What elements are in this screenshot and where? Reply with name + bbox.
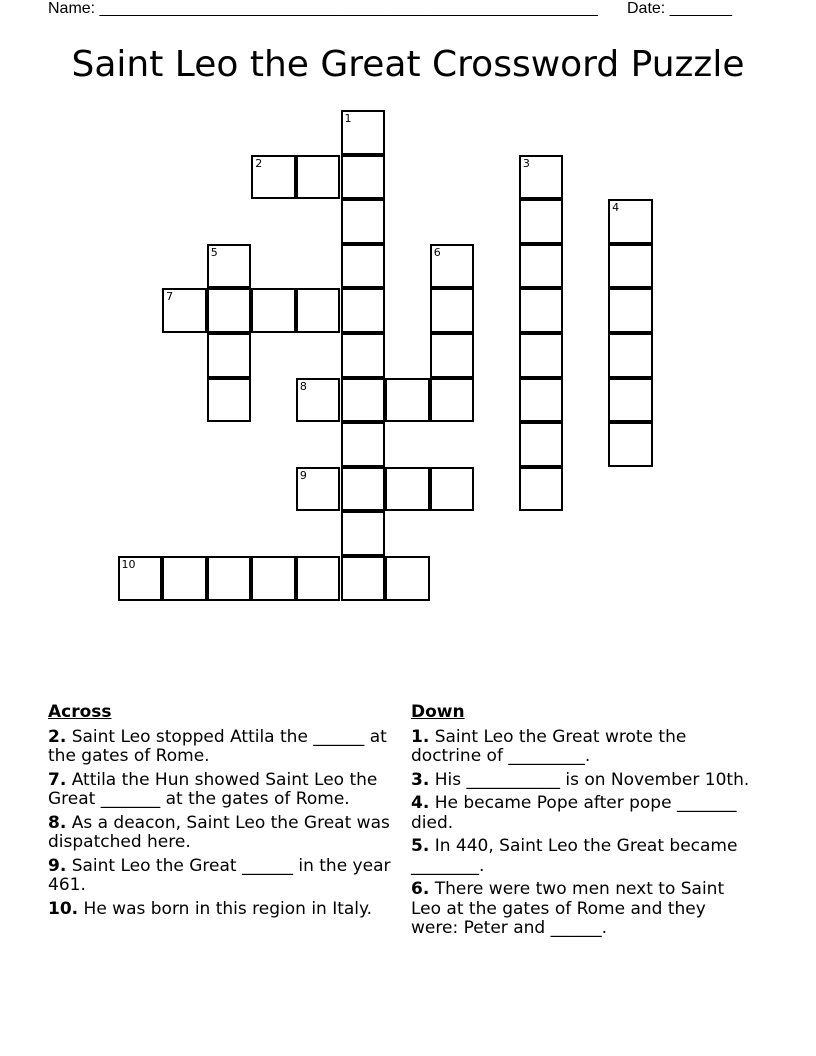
down-heading: Down — [411, 702, 465, 722]
grid-cell[interactable] — [341, 155, 386, 200]
down-clue-1 — [411, 728, 756, 767]
grid-cell[interactable] — [296, 288, 341, 333]
clue-text: He became Pope after pope _______ died. — [411, 793, 737, 833]
grid-cell[interactable] — [385, 556, 430, 601]
date-field-line: Date: _______ — [627, 0, 732, 17]
grid-cell[interactable] — [207, 244, 252, 289]
grid-cell[interactable] — [519, 155, 564, 200]
cell-number: 10 — [121, 558, 136, 571]
cell-number: 8 — [299, 379, 307, 393]
across-clue-10 — [48, 900, 393, 920]
grid-cell[interactable] — [251, 556, 296, 601]
grid-cell[interactable] — [519, 244, 564, 289]
clue-number: 2. — [48, 726, 67, 747]
clue-text: Saint Leo the Great wrote the doctrine of _________. — [411, 726, 687, 766]
down-clue-6 — [411, 880, 756, 939]
across-clue-2 — [48, 728, 393, 767]
clue-number: 8. — [48, 812, 67, 833]
down-clues — [411, 703, 756, 943]
grid-cell[interactable] — [608, 378, 653, 423]
grid-cell[interactable] — [296, 378, 341, 423]
grid-cell[interactable] — [385, 467, 430, 512]
grid-cell[interactable] — [162, 556, 207, 601]
grid-cell[interactable] — [341, 511, 386, 556]
grid-cell[interactable] — [207, 378, 252, 423]
across-clue-8 — [48, 814, 393, 853]
grid-cell[interactable] — [341, 244, 386, 289]
clue-number: 7. — [48, 769, 67, 790]
grid-cell[interactable] — [341, 378, 386, 423]
grid-cell[interactable] — [519, 467, 564, 512]
grid-cell[interactable] — [296, 556, 341, 601]
name-field-line: Name: ________________________________________________________ — [48, 0, 598, 17]
clue-text: He was born in this region in Italy. — [83, 898, 373, 919]
grid-cell[interactable] — [430, 333, 475, 378]
grid-cell[interactable] — [296, 155, 341, 200]
across-clues — [48, 703, 393, 923]
grid-cell[interactable] — [519, 288, 564, 333]
cell-number: 7 — [166, 290, 174, 304]
grid-cell[interactable] — [430, 288, 475, 333]
clue-text: Saint Leo stopped Attila the ______ at the gates of Rome. — [48, 726, 387, 766]
grid-cell[interactable] — [608, 244, 653, 289]
clue-number: 6. — [411, 879, 430, 899]
clue-text: Attila the Hun showed Saint Leo the Great _______ at the gates of Rome. — [48, 769, 378, 809]
cell-number: 2 — [255, 156, 263, 170]
grid-cell[interactable] — [430, 378, 475, 423]
clue-number: 1. — [411, 726, 430, 747]
grid-cell[interactable] — [608, 199, 653, 244]
grid-cell[interactable] — [341, 422, 386, 467]
clue-number: 9. — [48, 855, 67, 876]
cell-number: 6 — [433, 245, 441, 259]
clue-text: There were two men next to Saint Leo at the gates of Rome and they were: Peter and ______. — [411, 879, 725, 938]
grid-cell[interactable] — [519, 378, 564, 423]
grid-cell[interactable] — [430, 467, 475, 512]
clue-text: In 440, Saint Leo the Great became ________. — [411, 836, 738, 876]
down-clue-3 — [411, 771, 756, 791]
across-heading: Across — [48, 702, 112, 722]
grid-cell[interactable] — [519, 199, 564, 244]
grid-cell[interactable] — [207, 333, 252, 378]
grid-cell[interactable] — [341, 110, 386, 155]
clue-number: 4. — [411, 793, 430, 813]
grid-cell[interactable] — [341, 199, 386, 244]
clue-number: 10. — [48, 898, 79, 919]
clue-number: 3. — [411, 769, 430, 790]
grid-cell[interactable] — [519, 422, 564, 467]
grid-cell[interactable] — [251, 155, 296, 200]
grid-cell[interactable] — [341, 333, 386, 378]
grid-cell[interactable] — [341, 467, 386, 512]
clue-text: His ___________ is on November 10th. — [434, 769, 750, 790]
clue-text: Saint Leo the Great ______ in the year 461. — [48, 855, 391, 895]
clue-number: 5. — [411, 836, 430, 856]
grid-cell[interactable] — [430, 244, 475, 289]
grid-cell[interactable] — [519, 333, 564, 378]
down-clue-4 — [411, 794, 756, 833]
page-title: Saint Leo the Great Crossword Puzzle — [71, 44, 745, 85]
grid-cell[interactable] — [207, 556, 252, 601]
grid-cell[interactable] — [608, 422, 653, 467]
grid-cell[interactable] — [118, 556, 163, 601]
clue-text: As a deacon, Saint Leo the Great was dispatched here. — [48, 812, 390, 852]
grid-cell[interactable] — [341, 556, 386, 601]
cell-number: 3 — [522, 156, 530, 170]
grid-cell[interactable] — [207, 288, 252, 333]
grid-cell[interactable] — [341, 288, 386, 333]
across-clue-7 — [48, 771, 393, 810]
down-clue-5 — [411, 837, 756, 876]
grid-cell[interactable] — [608, 333, 653, 378]
grid-cell[interactable] — [162, 288, 207, 333]
cell-number: 5 — [210, 245, 218, 259]
grid-cell[interactable] — [385, 378, 430, 423]
grid-cell[interactable] — [608, 288, 653, 333]
across-clue-9 — [48, 857, 393, 896]
cell-number: 1 — [344, 112, 352, 125]
grid-cell[interactable] — [251, 288, 296, 333]
grid-cell[interactable] — [296, 467, 341, 512]
cell-number: 9 — [299, 468, 307, 482]
cell-number: 4 — [612, 201, 620, 215]
